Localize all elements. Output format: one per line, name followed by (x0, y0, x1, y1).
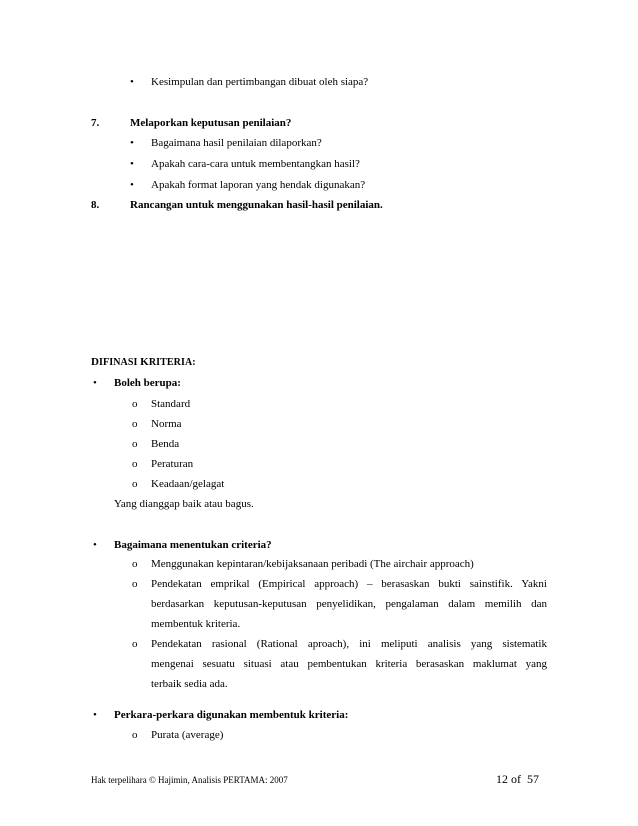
heading-rest: IFINASI (99, 357, 138, 368)
boleh-label: Boleh berupa: (114, 377, 181, 389)
sub-item: Norma (151, 418, 182, 430)
sub-bullet-icon: o (132, 638, 138, 650)
bullet-icon: • (130, 137, 134, 149)
sub-item-line: mengenai sesuatu situasi atau pembentukan kriteria berasaskan maklumat yang (151, 658, 547, 670)
section-number: 7. (91, 117, 100, 129)
section-number: 8. (91, 199, 100, 211)
sub-item-line: terbaik sedia ada. (151, 678, 228, 690)
bullet-text: Bagaimana hasil penilaian dilaporkan? (151, 137, 322, 149)
boleh-note: Yang dianggap baik atau bagus. (114, 498, 254, 510)
footer-copyright: Hak terpelihara © Hajimin, Analisis PERTAMA: 2007 (91, 775, 288, 785)
bullet-icon: • (93, 377, 97, 389)
sub-bullet-icon: o (132, 558, 138, 570)
bullet-icon: • (130, 76, 134, 88)
sub-bullet-icon: o (132, 438, 138, 450)
bullet-text: Apakah cara-cara untuk membentangkan hasil? (151, 158, 360, 170)
sub-bullet-icon: o (132, 578, 138, 590)
footer-page-number: 12 of 57 (496, 772, 539, 786)
sub-item: Menggunakan kepintaran/kebijaksanaan peribadi (The airchair approach) (151, 558, 474, 570)
sub-bullet-icon: o (132, 458, 138, 470)
sub-item-line: Pendekatan rasional (Rational aproach), ini meliputi analisis yang sistematik (151, 638, 547, 650)
bullet-icon: • (130, 179, 134, 191)
difinasi-heading (91, 356, 196, 368)
sub-item-line: membentuk kriteria. (151, 618, 241, 630)
sub-item: Standard (151, 398, 191, 410)
bullet-icon: • (130, 158, 134, 170)
bagaimana-label: Bagaimana menentukan criteria? (114, 539, 272, 551)
sub-bullet-icon: o (132, 729, 138, 741)
bullet-icon: • (93, 709, 97, 721)
bullet-text: Apakah format laporan yang hendak digunakan? (151, 179, 366, 191)
sub-item: Keadaan/gelagat (151, 478, 225, 490)
bullet-text: Kesimpulan dan pertimbangan dibuat oleh siapa? (151, 76, 369, 88)
bullet-icon: • (93, 539, 97, 551)
perkara-label: Perkara-perkara digunakan membentuk kriteria: (114, 709, 349, 721)
sub-item: Peraturan (151, 458, 194, 470)
heading-rest: RITERIA: (148, 357, 196, 368)
sub-item-line: berdasarkan keputusan-keputusan penyelidikan, pengalaman dalam memilih dan (151, 598, 547, 610)
sub-bullet-icon: o (132, 398, 138, 410)
sub-item: Benda (151, 438, 180, 450)
sub-bullet-icon: o (132, 418, 138, 430)
section-title: Melaporkan keputusan penilaian? (130, 117, 292, 129)
sub-item-line: Pendekatan emprikal (Empirical approach) – berasaskan bukti sainstifik. Yakni (151, 578, 547, 590)
sub-item: Purata (average) (151, 729, 224, 741)
sub-bullet-icon: o (132, 478, 138, 490)
section-title: Rancangan untuk menggunakan hasil-hasil penilaian. (130, 199, 383, 211)
heading-initial: K (140, 356, 149, 368)
heading-initial: D (91, 356, 100, 368)
